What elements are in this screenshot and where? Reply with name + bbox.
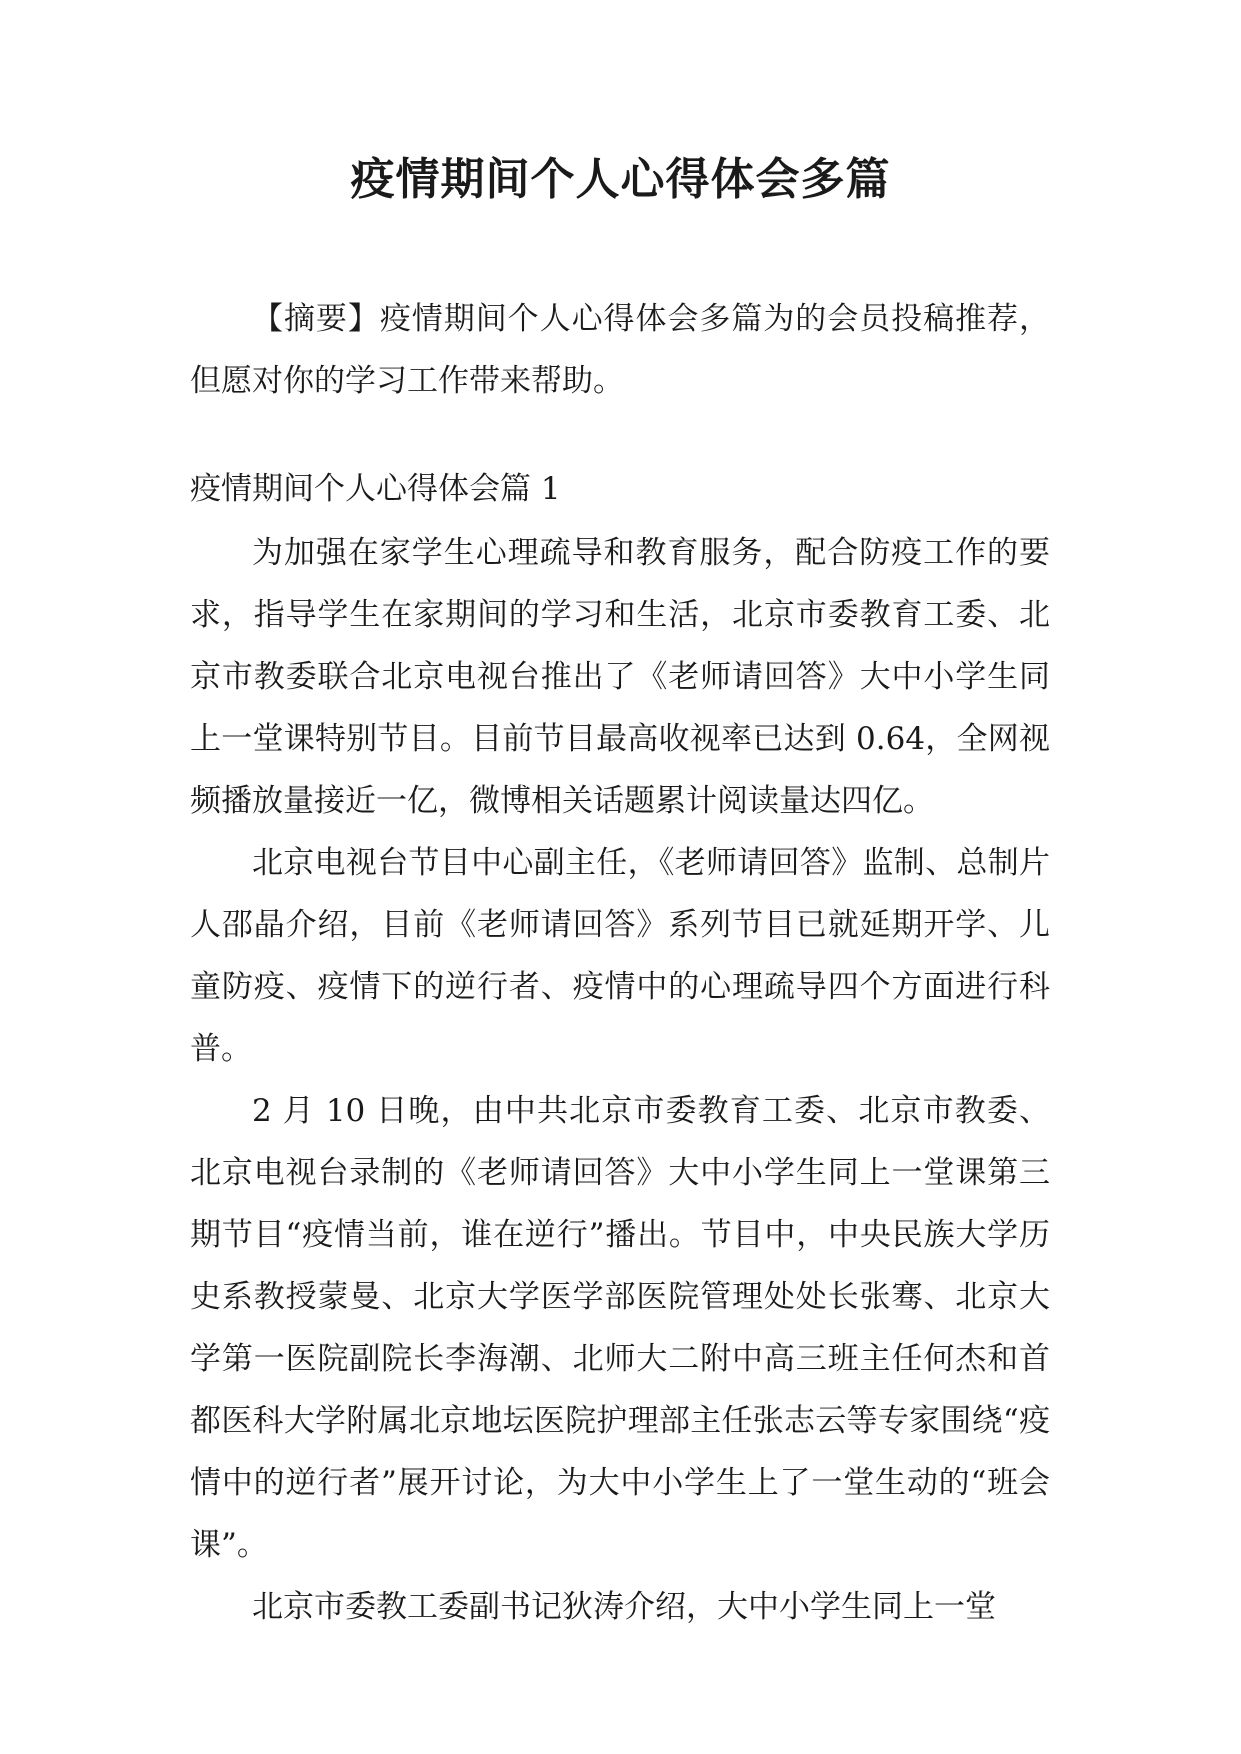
body-paragraph: 2 月 10 日晚，由中共北京市委教育工委、北京市教委、北京电视台录制的《老师请回答》大中小学生同上一堂课第三期节目“疫情当前，谁在逆行”播出。节目中，中央民族大学历史系教授蒙曼、北京大学医学部医院管理处处长张骞、北京大学第一医院副院长李海潮、北师大二附中高三班主任何杰和首都医科大学附属北京地坛医院护理部主任张志云等专家围绕“疫情中的逆行者”展开讨论，为大中小学生上了一堂生动的“班会课”。 [190, 1093, 1050, 1563]
body-paragraph: 为加强在家学生心理疏导和教育服务，配合防疫工作的要求，指导学生在家期间的学习和生活，北京市委教育工委、北京市教委联合北京电视台推出了《老师请回答》大中小学生同上一堂课特别节目。目前节目最高收视率已达到 0.64，全网视频播放量接近一亿，微博相关话题累计阅读量达四亿。 [190, 535, 1050, 819]
body-paragraph: 北京电视台节目中心副主任，《老师请回答》监制、总制片人邵晶介绍，目前《老师请回答》系列节目已就延期开学、儿童防疫、疫情下的逆行者、疫情中的心理疏导四个方面进行科普。 [190, 845, 1050, 1067]
document-title: 疫情期间个人心得体会多篇 [350, 154, 891, 205]
body-paragraph: 北京市委教工委副书记狄涛介绍，大中小学生同上一堂 [252, 1589, 996, 1625]
abstract-paragraph: 【摘要】疫情期间个人心得体会多篇为的会员投稿推荐，但愿对你的学习工作带来帮助。 [190, 301, 1050, 399]
section-body [190, 522, 1050, 1638]
section-heading: 疫情期间个人心得体会篇 1 [190, 471, 561, 507]
